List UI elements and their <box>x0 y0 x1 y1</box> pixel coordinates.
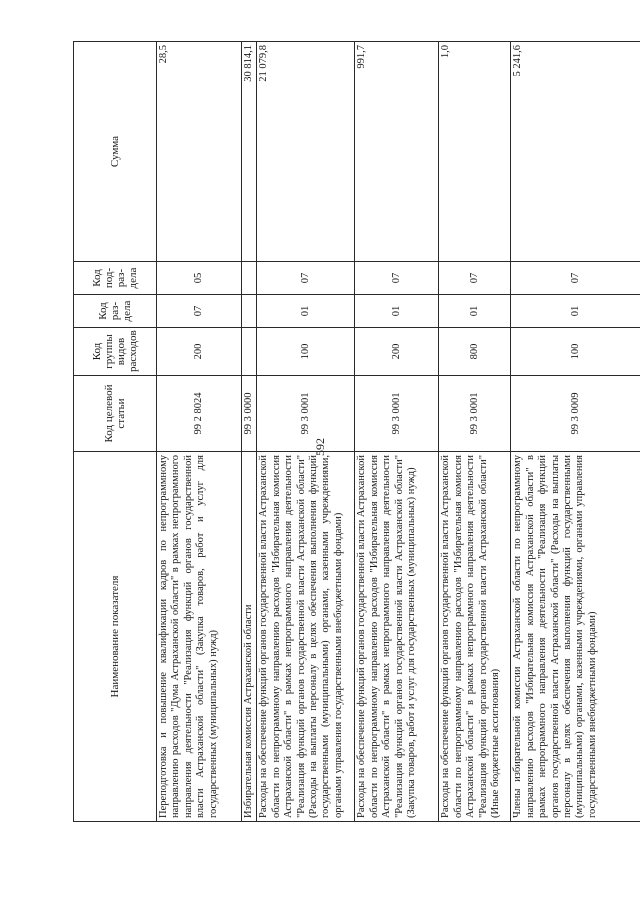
row-expense-type-code <box>242 328 257 376</box>
table-row <box>257 42 355 822</box>
row-expense-type-code: 100 <box>257 328 355 376</box>
row-section-code: 01 <box>439 295 511 328</box>
table-row <box>355 42 439 822</box>
header-section-code: Код раз-дела <box>74 295 157 328</box>
row-target-code: 99 2 8024 <box>157 376 242 452</box>
budget-table <box>73 41 640 822</box>
row-sum: 28,5 <box>157 42 242 262</box>
page-number: 592 <box>313 438 327 456</box>
row-expense-type-code: 200 <box>157 328 242 376</box>
row-expense-type-code: 100 <box>511 328 640 376</box>
row-section-code: 01 <box>511 295 640 328</box>
row-subsection-code: 07 <box>511 262 640 295</box>
row-name: Расходы на обеспечение функций органов государственной власти Астраханской области по непрограммному направлению расходов "Избирательная комиссия Астраханской области" в рамках непрограммного направления деятельности "Реализация функций органов государственной власти Астраханской области" (Иные бюджетные ассигнования) <box>439 452 511 822</box>
row-subsection-code: 07 <box>355 262 439 295</box>
row-sum: 5 241,6 <box>511 42 640 262</box>
row-target-code: 99 3 0001 <box>257 376 355 452</box>
row-name: Расходы на обеспечение функций органов государственной власти Астраханской области по непрограммному направлению расходов "Избирательная комиссия Астраханской области" в рамках непрограммного направления деятельности "Реализация функций органов государственной власти Астраханской области" (Расходы на выплаты персоналу в целях обеспечения выполнения функций государственными (муниципальными) органами, казенными учреждениями, органами управления государственными внебюджетными фондами) <box>257 452 355 822</box>
row-section-code: 01 <box>257 295 355 328</box>
row-section-code: 07 <box>157 295 242 328</box>
row-subsection-code: 07 <box>257 262 355 295</box>
header-expense-type-code: Код группы видов расходов <box>74 328 157 376</box>
header-target-code: Код целевой статьи <box>74 376 157 452</box>
row-subsection-code: 05 <box>157 262 242 295</box>
table-row <box>439 42 511 822</box>
table-row <box>157 42 242 822</box>
row-subsection-code: 07 <box>439 262 511 295</box>
row-name: Переподготовка и повышение квалификации кадров по непрограммному направлению расходов "Дума Астраханской области" в рамках непрограммного направления деятельности "Реализация функций органов государственной власти Астраханской области" (Закупка товаров, работ и услуг для государственных (муниципальных) нужд) <box>157 452 242 822</box>
header-subsection-code: Код под-раз-дела <box>74 262 157 295</box>
row-section-code <box>242 295 257 328</box>
table-row <box>511 42 640 822</box>
header-name: Наименование показателя <box>74 452 157 822</box>
row-name: Избирательная комиссия Астраханской области <box>242 452 257 822</box>
row-target-code: 99 3 0000 <box>242 376 257 452</box>
row-subsection-code <box>242 262 257 295</box>
table-header-row <box>74 42 157 822</box>
row-section-code: 01 <box>355 295 439 328</box>
row-sum: 30 814,1 <box>242 42 257 262</box>
row-target-code: 99 3 0001 <box>439 376 511 452</box>
row-name: Расходы на обеспечение функций органов государственной власти Астраханской области по непрограммному направлению расходов "Избирательная комиссия Астраханской области" в рамках непрограммного направления деятельности "Реализация функций органов государственной власти Астраханской области" (Закупка товаров, работ и услуг для государственных (муниципальных) нужд) <box>355 452 439 822</box>
header-sum: Сумма <box>74 42 157 262</box>
row-name: Члены избирательной комиссии Астраханской области по непрограммному направлению расходов "Избирательная комиссия Астраханской области" в рамках непрограммного направления деятельности "Реализация функций органов государственной власти Астраханской области" (Расходы на выплаты персоналу в целях обеспечения выполнения функций государственными (муниципальными) органами, казенными учреждениями, органами управления государственными внебюджетными фондами) <box>511 452 640 822</box>
rotated-table-wrapper <box>73 42 598 822</box>
row-sum: 1,0 <box>439 42 511 262</box>
row-target-code: 99 3 0009 <box>511 376 640 452</box>
row-expense-type-code: 200 <box>355 328 439 376</box>
row-target-code: 99 3 0001 <box>355 376 439 452</box>
table-row <box>242 42 257 822</box>
row-sum: 991,7 <box>355 42 439 262</box>
row-sum: 21 079,8 <box>257 42 355 262</box>
row-expense-type-code: 800 <box>439 328 511 376</box>
